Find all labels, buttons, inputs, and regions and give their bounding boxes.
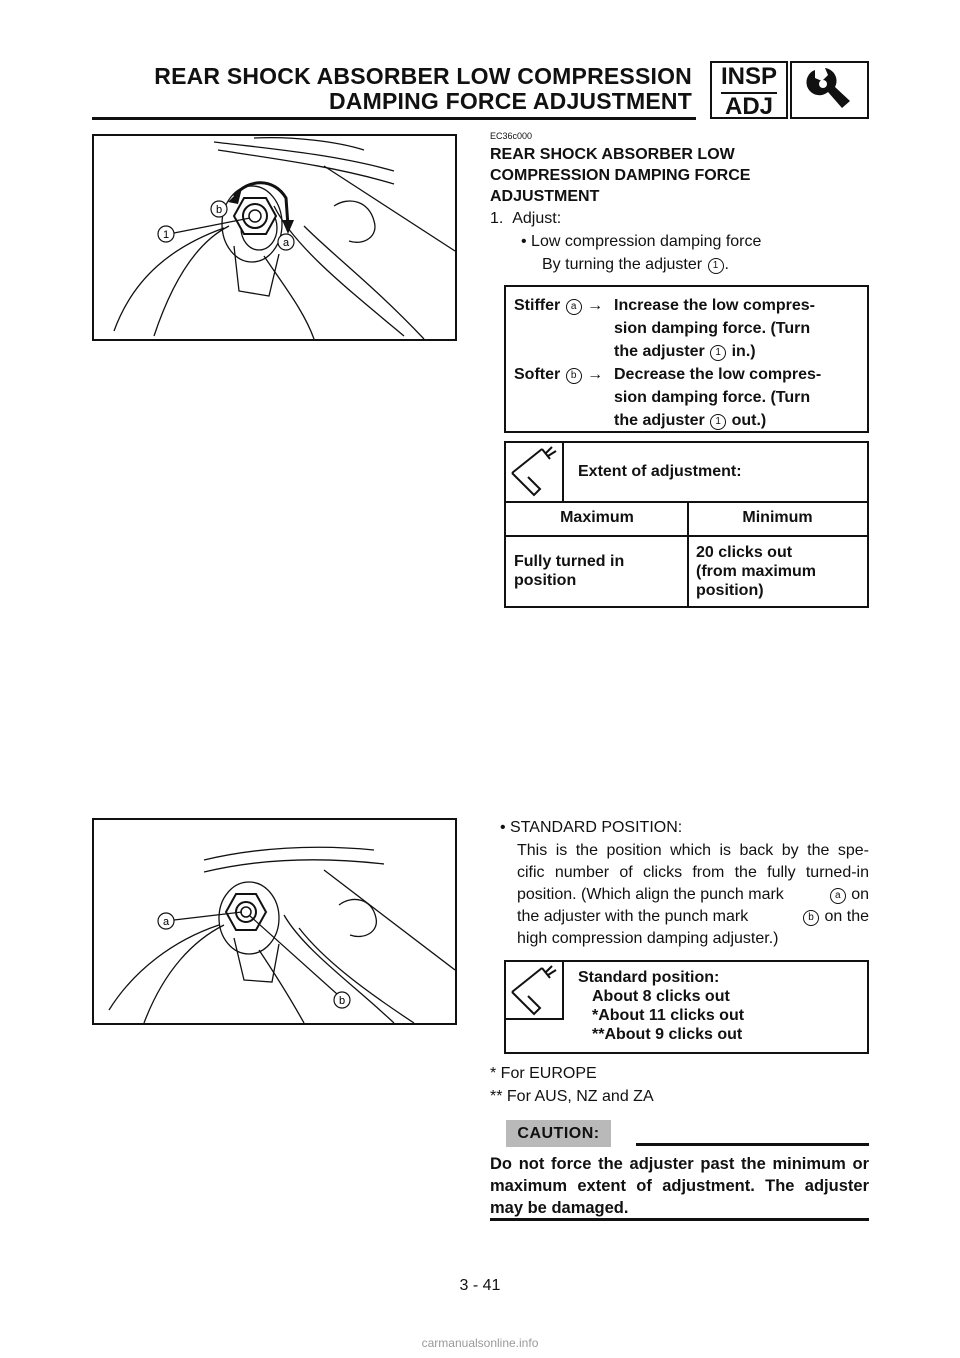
stiffer-row: Stiffer a → [514, 297, 604, 314]
standard-line1: This is the position which is back by the spe- [517, 842, 869, 859]
header-title-line2: DAMPING FORCE ADJUSTMENT [328, 88, 692, 114]
header-title-line1: REAR SHOCK ABSORBER LOW COMPRESSION [154, 63, 692, 89]
badge-top: INSP [720, 63, 777, 90]
standard-box-line3: **About 9 clicks out [592, 1026, 743, 1043]
standard-box-heading: Standard position: [578, 969, 720, 986]
softer-line2: sion damping force. (Turn [614, 389, 811, 406]
standard-line4 [517, 906, 869, 928]
step-detail-text: By turning the adjuster [542, 256, 703, 273]
note-aus: ** For AUS, NZ and ZA [490, 1088, 654, 1105]
extent-table [504, 441, 869, 608]
softer-end: out.) [731, 412, 767, 429]
max-line1: Fully turned in [514, 553, 625, 570]
softer-row: Softer b → [514, 366, 604, 383]
wrench-icon [790, 61, 869, 119]
table-col-divider [687, 503, 689, 608]
callout-1-inline: 1 [708, 258, 724, 274]
standard-line3 [517, 884, 869, 906]
stiffer-line3 [614, 341, 756, 363]
step-number: 1. [490, 210, 504, 227]
softer-line3 [614, 410, 766, 432]
stiffer-line3-text: the adjuster [614, 343, 705, 360]
standard-line3b: on [851, 886, 869, 903]
stiffer-end: in.) [731, 343, 756, 360]
step-bullet-text: Low compression damping force [531, 233, 762, 250]
caliper-icon [506, 443, 564, 501]
caution-label: CAUTION: [506, 1120, 611, 1147]
min-line2: (from maximum [696, 563, 817, 580]
standard-line3a: position. (Which align the punch mark [517, 886, 784, 903]
caliper-icon [506, 962, 564, 1020]
col-maximum: Maximum [560, 509, 634, 526]
caution-text: Do not force the adjuster past the minimum or maximum extent of adjustment. The adjuster may be damaged. [490, 1155, 869, 1217]
callout-b-inline: b [803, 910, 819, 926]
step-1-bullet: • Low compression damping force [521, 233, 762, 250]
callout-b-fig2: b [338, 995, 346, 1007]
step-1 [490, 208, 561, 230]
softer-line3-text: the adjuster [614, 412, 705, 429]
figure-standard-position [92, 818, 457, 1025]
callout-b-inline: b [566, 368, 582, 384]
standard-bullet-text: STANDARD POSITION: [510, 819, 683, 836]
step-1-detail: By turning the adjuster 1 . [542, 256, 729, 273]
caution-rule [636, 1143, 869, 1146]
min-value [696, 543, 816, 600]
max-value [514, 552, 624, 590]
callout-1-inline: 1 [710, 345, 726, 361]
callout-a-inline: a [830, 888, 846, 904]
note-europe: * For EUROPE [490, 1065, 597, 1082]
callout-b-fig1: b [215, 204, 223, 216]
standard-box [504, 960, 869, 1054]
standard-box-text [578, 968, 744, 1044]
callout-1-fig1: 1 [162, 229, 170, 241]
section-title: REAR SHOCK ABSORBER LOW COMPRESSION DAMPING FORCE ADJUSTMENT [490, 146, 751, 205]
stiffer-line1: Increase the low compres- [614, 297, 815, 314]
col-minimum: Minimum [742, 509, 813, 526]
section-code: EC36c000 [490, 131, 533, 141]
standard-line4a: the adjuster with the punch mark [517, 908, 749, 925]
standard-box-line2: *About 11 clicks out [592, 1007, 745, 1024]
max-line2: position [514, 572, 577, 589]
callout-a-inline: a [566, 299, 582, 315]
insp-adj-badge [710, 61, 788, 119]
standard-line4b: on the [824, 908, 869, 925]
page-number: 3 - 41 [459, 1277, 501, 1294]
callout-a-fig2: a [162, 916, 170, 928]
direction-box [504, 285, 869, 433]
watermark: carmanualsonline.info [421, 1336, 539, 1350]
softer-label: Softer [514, 366, 561, 383]
standard-line5: high compression damping adjuster.) [517, 930, 779, 947]
figure-adjuster-turning [92, 134, 457, 341]
header-rule [92, 117, 696, 120]
standard-line2: cific number of clicks from the fully turned-in [517, 864, 869, 881]
stiffer-label: Stiffer [514, 297, 561, 314]
step-label: Adjust: [512, 210, 562, 227]
standard-paragraph [517, 840, 869, 950]
min-line1: 20 clicks out [696, 544, 793, 561]
standard-bullet: • STANDARD POSITION: [500, 819, 683, 836]
stiffer-line2: sion damping force. (Turn [614, 320, 811, 337]
callout-1-inline: 1 [710, 414, 726, 430]
min-line3: position) [696, 582, 764, 599]
caution-bottom-rule [490, 1218, 869, 1221]
callout-a-fig1: a [282, 237, 290, 249]
softer-line1: Decrease the low compres- [614, 366, 822, 383]
standard-box-line1: About 8 clicks out [592, 988, 730, 1005]
extent-heading: Extent of adjustment: [578, 463, 742, 480]
badge-bottom: ADJ [721, 92, 777, 120]
